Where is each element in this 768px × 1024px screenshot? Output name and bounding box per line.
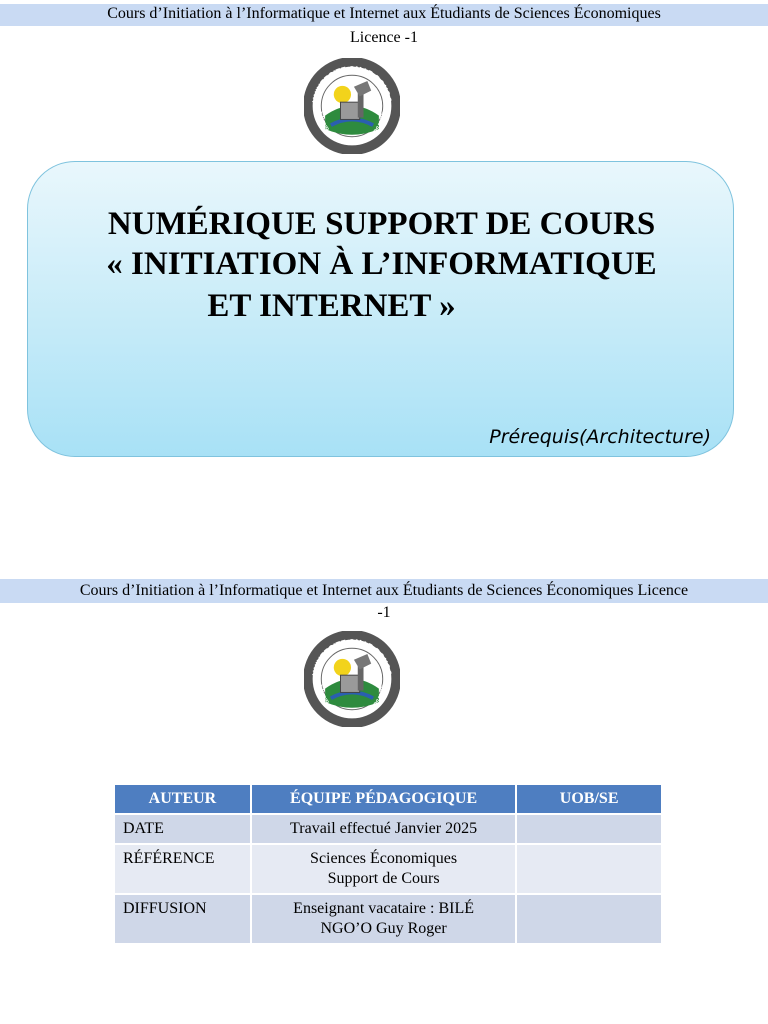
title-line-1: NUMÉRIQUE SUPPORT DE COURS: [107, 206, 656, 242]
course-level: Licence -1: [350, 29, 418, 46]
logo-text-bottom: SAVOIR • PROGRES • UNIVERSALITE: [317, 111, 387, 147]
title-line-2: « INITIATION À L’INFORMATIQUE: [106, 246, 657, 282]
row-label: DIFFUSION: [115, 894, 251, 943]
table-row: [115, 844, 662, 894]
university-seal-icon: [304, 631, 400, 727]
course-header: [0, 4, 768, 26]
row-extra: [516, 894, 662, 943]
row-extra: [516, 814, 662, 844]
row-value-line: Sciences Économiques: [310, 850, 458, 867]
header-equipe: ÉQUIPE PÉDAGOGIQUE: [251, 785, 516, 814]
cover-page: [0, 0, 768, 500]
course-header-text: Cours d’Initiation à l’Informatique et Internet aux Étudiants de Sciences Économiques: [107, 5, 661, 22]
title-line-3: ET INTERNET »: [207, 288, 456, 324]
row-extra: [516, 844, 662, 894]
logo-text-top: UNIVERSITE OMAR BONGO: [310, 64, 394, 104]
table-row: [115, 894, 662, 943]
document-info-table: [115, 785, 663, 943]
course-level: -1: [377, 604, 391, 621]
info-page: [0, 575, 768, 1024]
row-value: [251, 814, 516, 844]
course-header: [0, 579, 768, 603]
university-logo: [304, 631, 400, 727]
row-value-line: Travail effectué Janvier 2025: [290, 820, 478, 837]
table-header-row: [115, 785, 662, 814]
row-value: [251, 894, 516, 943]
university-seal-icon: [304, 58, 400, 154]
course-header-text: Cours d’Initiation à l’Informatique et Internet aux Étudiants de Sciences Économiques Licence: [79, 582, 689, 599]
header-uob: UOB/SE: [516, 785, 662, 814]
course-subtitle: Prérequis(Architecture): [489, 426, 711, 448]
row-value-line: NGO’O Guy Roger: [320, 920, 447, 937]
university-logo: [304, 58, 400, 154]
header-auteur: AUTEUR: [115, 785, 251, 814]
table-row: [115, 814, 662, 844]
logo-text-top: UNIVERSITE OMAR BONGO: [310, 637, 394, 677]
row-value: [251, 844, 516, 894]
logo-text-bottom: SAVOIR • PROGRES • UNIVERSALITE: [317, 684, 387, 720]
row-value-line: Enseignant vacataire : BILÉ: [293, 900, 474, 917]
course-title-box: [27, 161, 734, 457]
row-label: DATE: [115, 814, 251, 844]
row-label: RÉFÉRENCE: [115, 844, 251, 894]
row-value-line: Support de Cours: [327, 870, 440, 887]
